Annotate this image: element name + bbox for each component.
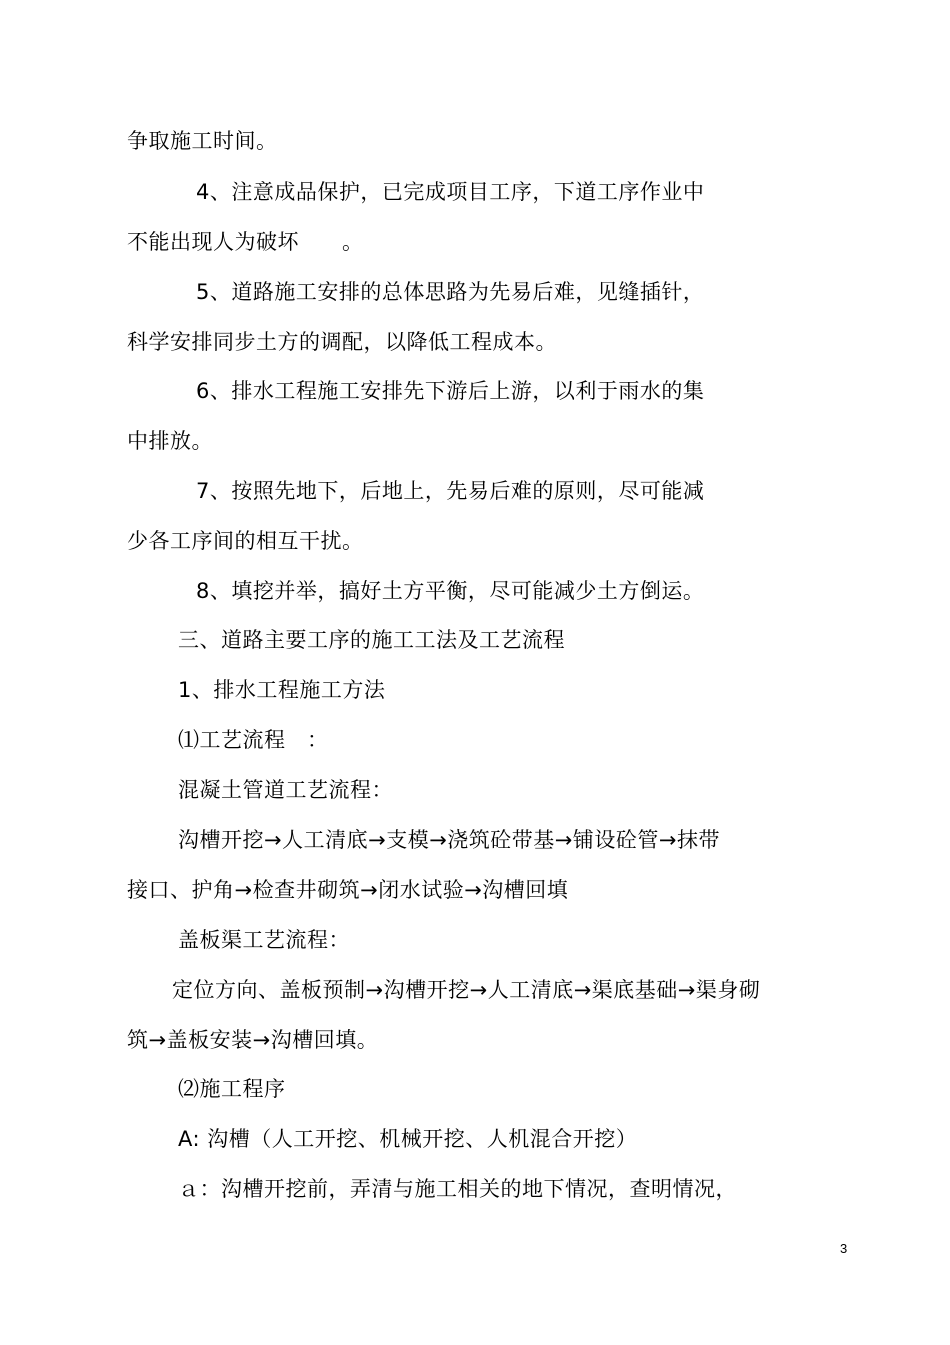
text-line-2: 4、注意成品保护，已完成项目工序，下道工序作业中	[196, 180, 705, 204]
text-line-3: 不能出现人为破坏 。	[127, 230, 364, 254]
text-line-6: 6、排水工程施工安排先下游后上游，以利于雨水的集	[196, 379, 705, 403]
page-number: 3	[840, 1241, 848, 1256]
text-line-20: ⑵施工程序	[178, 1077, 286, 1101]
text-line-14: 混凝土管道工艺流程：	[178, 778, 393, 802]
text-line-19: 筑→盖板安装→沟槽回填。	[127, 1028, 379, 1052]
text-line-8: 7、按照先地下，后地上，先易后难的原则，尽可能减	[196, 479, 705, 503]
text-line-13: ⑴工艺流程 ：	[178, 728, 329, 752]
text-line-16: 接口、护角→检查井砌筑→闭水试验→沟槽回填	[127, 878, 569, 902]
text-line-5: 科学安排同步土方的调配，以降低工程成本。	[127, 330, 557, 354]
text-line-17: 盖板渠工艺流程：	[178, 928, 350, 952]
text-line-15: 沟槽开挖→人工清底→支模→浇筑砼带基→铺设砼管→抹带	[178, 828, 720, 852]
text-line-7: 中排放。	[127, 429, 213, 453]
subsection-heading: 1、排水工程施工方法	[178, 678, 386, 702]
text-line-9: 少各工序间的相互干扰。	[127, 529, 364, 553]
text-line-22: ａ：沟槽开挖前，弄清与施工相关的地下情况，查明情况，	[178, 1177, 737, 1201]
text-line-10: 8、填挖并举，搞好土方平衡，尽可能减少土方倒运。	[196, 579, 705, 603]
text-line-4: 5、道路施工安排的总体思路为先易后难，见缝插针，	[196, 280, 705, 304]
text-line-1: 争取施工时间。	[127, 129, 278, 153]
section-heading: 三、道路主要工序的施工工法及工艺流程	[178, 628, 565, 652]
text-line-21: A: 沟槽（人工开挖、机械开挖、人机混合开挖）	[178, 1127, 638, 1151]
text-line-18: 定位方向、盖板预制→沟槽开挖→人工清底→渠底基础→渠身砌	[172, 978, 761, 1002]
